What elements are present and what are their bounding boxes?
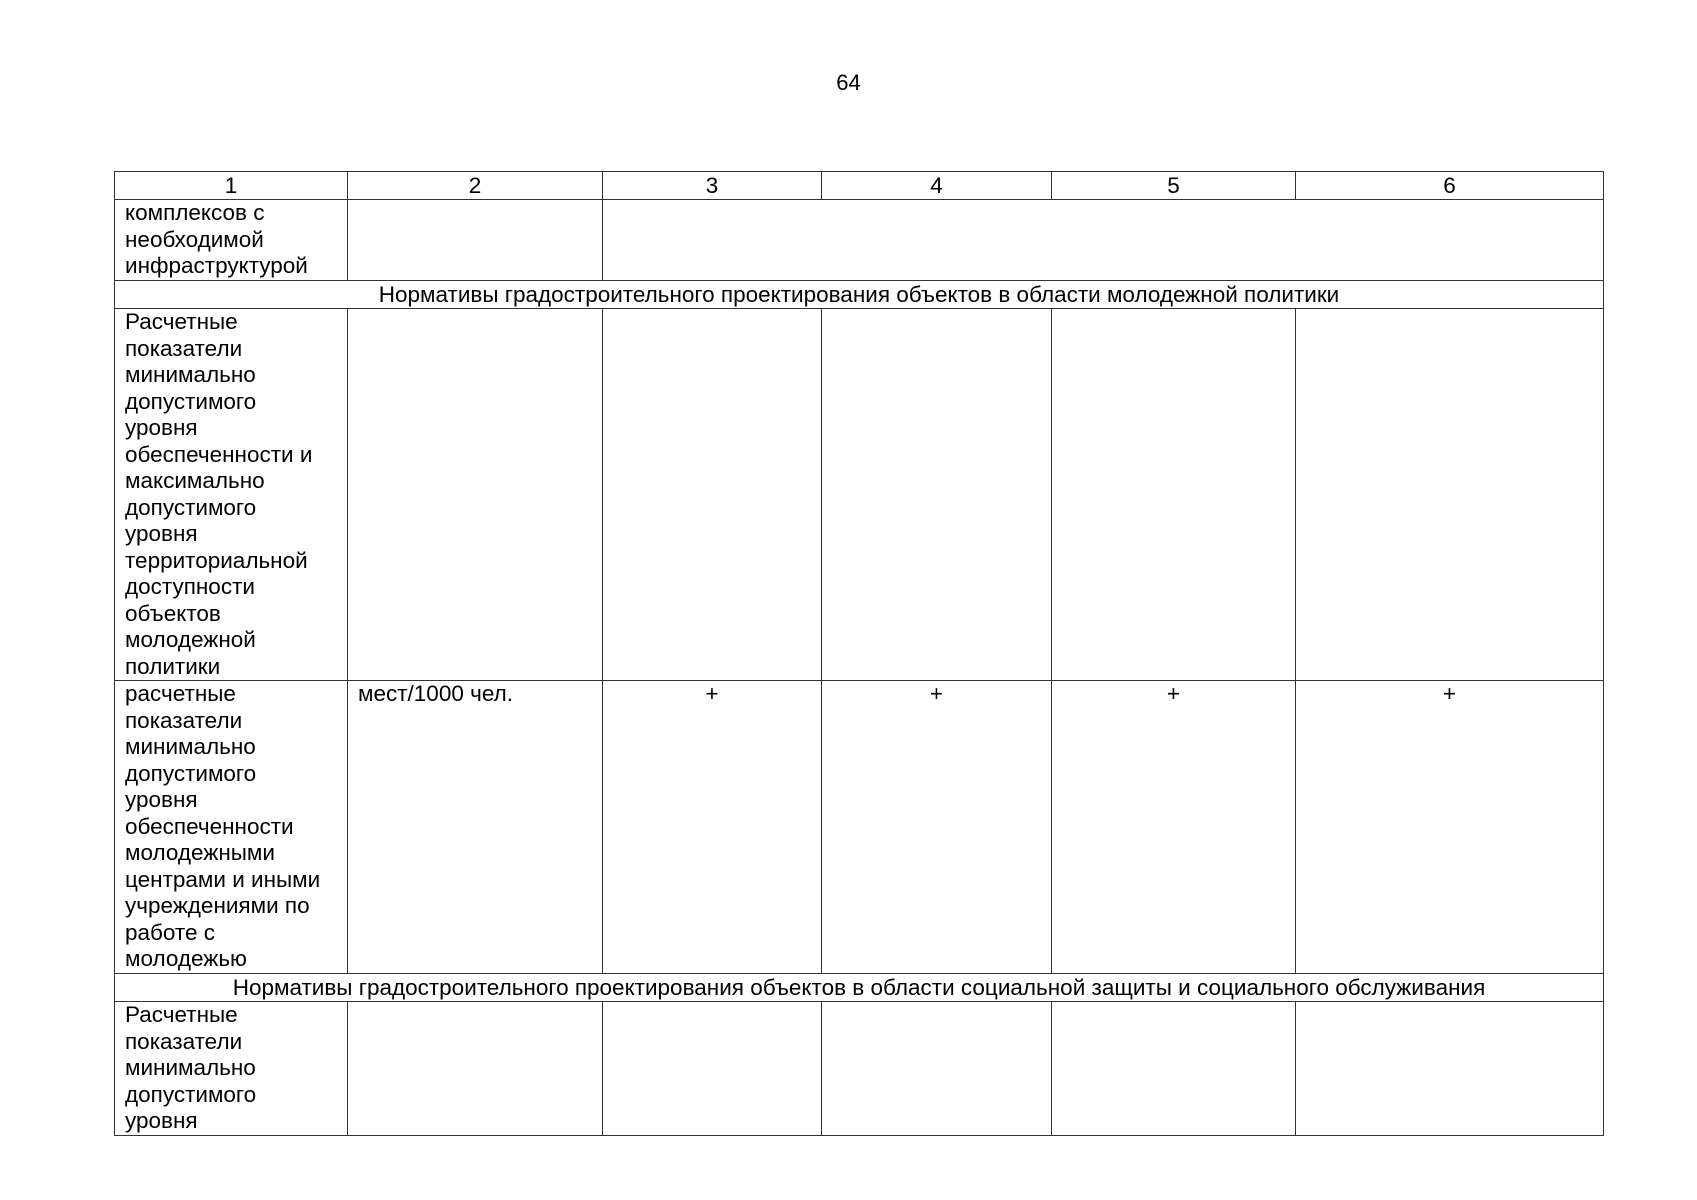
section-row: [115, 281, 1604, 309]
value-cell-col3: +: [603, 681, 822, 974]
section-row: [115, 974, 1604, 1002]
row-description: Расчетные показатели минимально допустимого уровня: [115, 1002, 348, 1136]
value-cell-col6: +: [1296, 681, 1604, 974]
column-header-2: 2: [348, 172, 603, 200]
table-row: [115, 200, 1604, 281]
empty-cell: [1052, 1002, 1296, 1136]
empty-cell: [1296, 1002, 1604, 1136]
row-description: комплексов с необходимой инфраструктурой: [115, 200, 348, 281]
row-merged-value-cell: [603, 200, 1604, 281]
standards-table: [114, 171, 1604, 1136]
section-title-youth-policy: Нормативы градостроительного проектирования объектов в области молодежной политики: [115, 281, 1604, 309]
column-header-4: 4: [822, 172, 1052, 200]
empty-cell: [603, 1002, 822, 1136]
column-header-1: 1: [115, 172, 348, 200]
row-description: Расчетные показатели минимально допустимого уровня обеспеченности и максимально допустимого уровня территориальной доступности объектов молодежной политики: [115, 309, 348, 681]
value-cell-col5: +: [1052, 681, 1296, 974]
empty-cell: [348, 309, 603, 681]
empty-cell: [822, 309, 1052, 681]
empty-cell: [1296, 309, 1604, 681]
column-header-3: 3: [603, 172, 822, 200]
column-header-5: 5: [1052, 172, 1296, 200]
page-number: 64: [836, 70, 861, 95]
empty-cell: [1052, 309, 1296, 681]
row-description: расчетные показатели минимально допустимого уровня обеспеченности молодежными центрами и иными учреждениями по работе с молодежью: [115, 681, 348, 974]
value-cell-col4: +: [822, 681, 1052, 974]
section-title-social-protection: Нормативы градостроительного проектирования объектов в области социальной защиты и социального обслуживания: [115, 974, 1604, 1002]
row-unit-cell: [348, 200, 603, 281]
empty-cell: [348, 1002, 603, 1136]
table-row: [115, 681, 1604, 974]
table-row: [115, 309, 1604, 681]
table-header-row: [115, 172, 1604, 200]
column-header-6: 6: [1296, 172, 1604, 200]
empty-cell: [822, 1002, 1052, 1136]
table-row: [115, 1002, 1604, 1136]
unit-cell: мест/1000 чел.: [348, 681, 603, 974]
empty-cell: [603, 309, 822, 681]
